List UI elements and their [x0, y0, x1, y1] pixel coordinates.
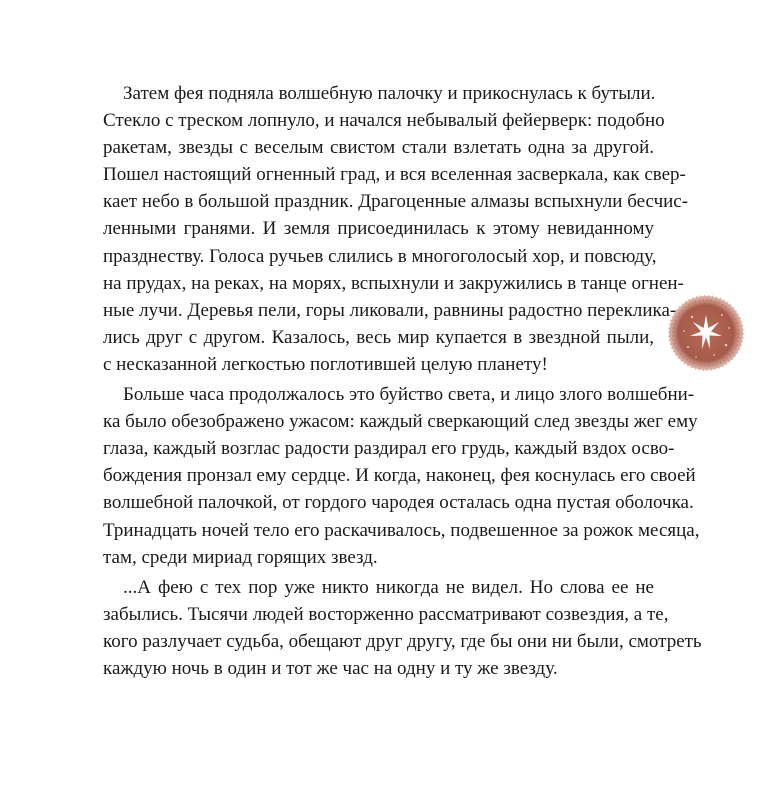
text-line: там, среди мириад горящих звезд.: [103, 546, 378, 568]
text-line: кает небо в большой праздник. Драгоценные алмазы вспыхнули бесчис-: [103, 191, 689, 213]
text-line: ракетам, звезды с веселым свистом стали взлетать одна за другой.: [103, 137, 654, 159]
paragraph-2: [103, 381, 700, 571]
text-line: ленными гранями. И земля присоединилась к этому невиданному: [103, 218, 654, 240]
text-line: Тринадцать ночей тело его раскачивалось, подвешенное за рожок месяца,: [103, 519, 700, 541]
text-line: Пошел настоящий огненный град, и вся вселенная засверкала, как свер-: [103, 164, 686, 186]
star-medallion-icon: [666, 293, 746, 373]
text-line: лись друг с другом. Казалось, весь мир купается в звездной пыли,: [103, 326, 654, 348]
text-line: Затем фея подняла волшебную палочку и прикоснулась к бутыли.: [123, 83, 656, 104]
text-line: каждую ночь в один и тот же час на одну и ту же звезду.: [103, 657, 558, 679]
text-line: ные лучи. Деревья пели, горы ликовали, равнины радостно переклика-: [103, 299, 677, 321]
text-line: Стекло с треском лопнуло, и начался небывалый фейерверк: подобно: [103, 110, 665, 132]
text-line: забылись. Тысячи людей восторженно рассматривают созвездия, а те,: [103, 603, 669, 625]
text-line: ...А фею с тех пор уже никто никогда не видел. Но слова ее не: [123, 576, 654, 598]
paragraph-1: [103, 80, 689, 378]
text-line: Больше часа продолжалось это буйство света, и лицо злого волшебни-: [123, 384, 695, 406]
story-text: [103, 80, 702, 682]
text-line: кого разлучает судьба, обещают друг другу, где бы они ни были, смотреть: [103, 630, 702, 652]
text-line: бождения пронзал ему сердце. И когда, наконец, фея коснулась его своей: [103, 465, 696, 487]
star-medallion-graphic: [666, 293, 746, 373]
text-line: на прудах, на реках, на морях, вспыхнули и закружились в танце огнен-: [103, 272, 684, 294]
text-line: с несказанной легкостью поглотившей целую планету!: [103, 353, 548, 375]
text-line: ка было обезображено ужасом: каждый сверкающий след звезды жег ему: [103, 411, 698, 433]
text-line: глаза, каждый возглас радости раздирал его грудь, каждый вздох осво-: [103, 438, 675, 460]
text-line: празднеству. Голоса ручьев слились в многоголосый хор, и повсюду,: [103, 245, 657, 267]
paragraph-3: [103, 574, 702, 682]
text-line: волшебной палочкой, от гордого чародея осталась одна пустая оболочка.: [103, 492, 694, 514]
